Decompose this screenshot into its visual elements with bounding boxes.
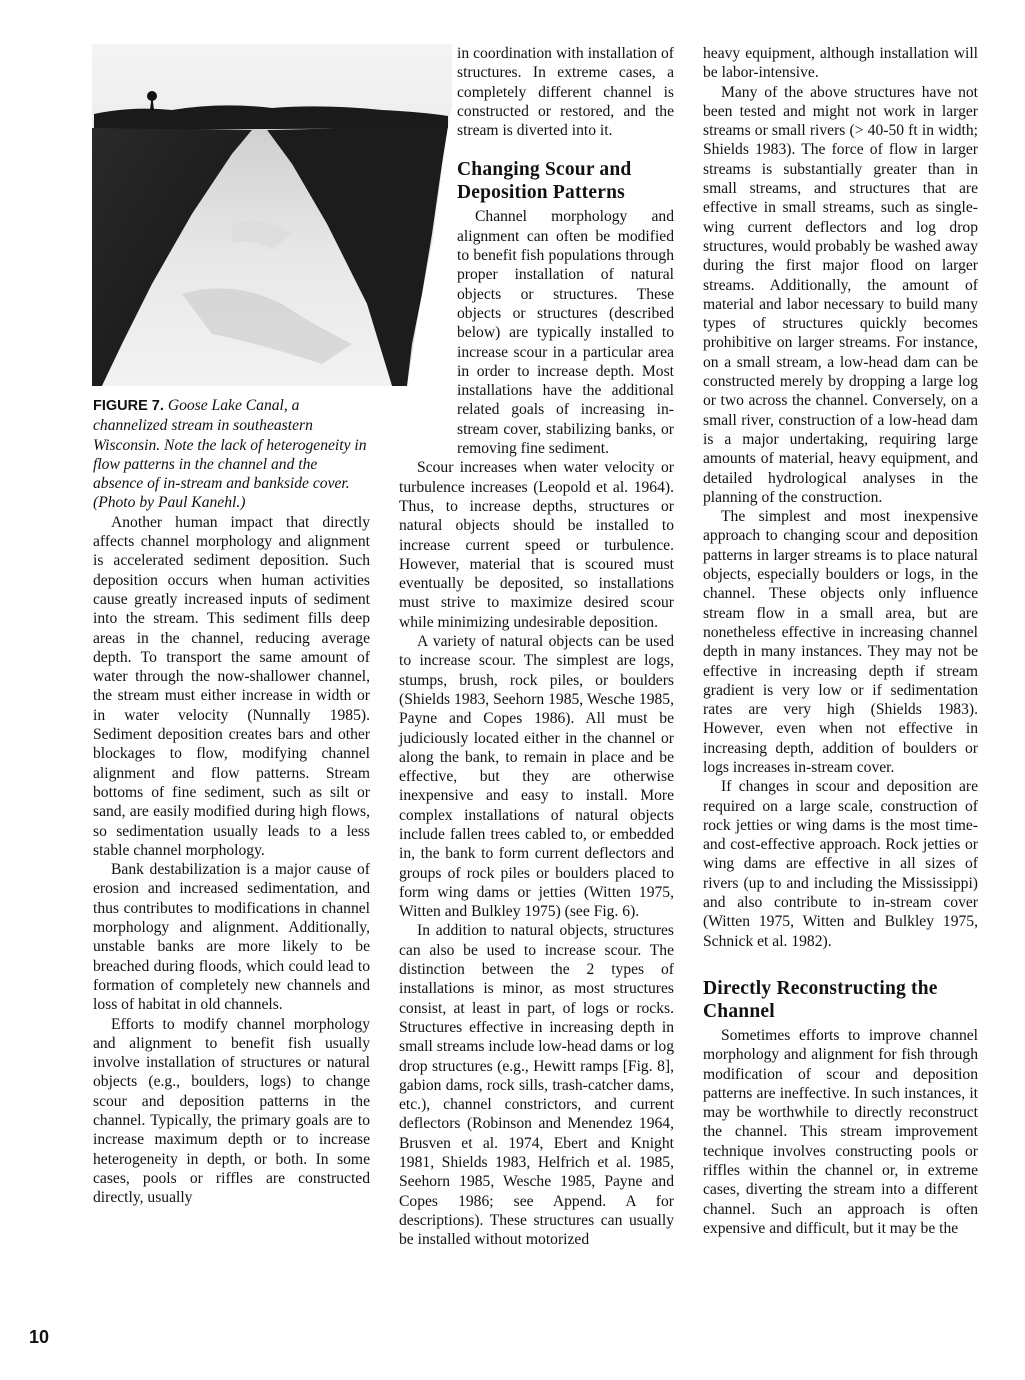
col2-paragraph-1: Channel morphology and alignment can often be modified to benefit fish populations through proper installation of natural objects or structures. These objects or structures (described below) are typically installed to increase scour in a particular area in order to increase depth. Most installations have the additional related goals of increasing in-stream cover, stabilizing banks, or removing fine sediment. — [457, 208, 674, 458]
col2-paragraph-3: A variety of natural objects can be used to increase scour. The simplest are logs, stumps, brush, rock piles, or boulders (Shields 1983, Seehorn 1985, Wesche 1985, Payne and Copes 1986). All must be judiciously located either in the channel or along the bank, to remain in place and be effective, but they are otherwise inexpensive and easy to install. More complex installations of natural objects include fallen trees cabled to, or embedded in, the bank to form current deflectors and groups of rock piles or boulders placed to form wing dams or jetties (Witten 1975, Witten and Bulkley 1975) (see Fig. 6). — [399, 633, 674, 921]
col2-paragraph-4: In addition to natural objects, structures can also be used to increase scour. The distinction between the 2 types of installations is minor, as most structures consist, at least in part, of logs or rocks. Structures effective in increasing depth in small streams include low-head dams or log drop structures (e.g., Hewitt ramps [Fig. 8], gabion dams, rock sills, trash-catcher dams, etc.), channel constrictors, and current deflectors (Robinson and Menendez 1964, Brusven et al. 1974, Ebert and Knight 1981, Shields 1983, Helfrich et al. 1985, Seehorn 1985, Wesche 1985, Payne and Copes 1986; see Append. A for descriptions). These structures can usually be installed without motorized — [399, 922, 674, 1249]
col3-paragraph-1: Many of the above structures have not been tested and might not work in larger streams or small rivers (> 40-50 ft in width; Shields 1983). The force of flow in larger streams is substantially greater than in small streams, and structures that are effective in small streams, such as single-wing current deflectors and log drop structures, would probably be washed away during the first major flood on larger streams. Additionally, the amount of material and labor necessary to build many types of structures quickly becomes prohibitive on larger streams. For instance, on a small stream, a low-head dam can be constructed merely by dropping a large log or two across the channel. Conversely, on a small river, construction of a low-head dam is a major undertaking, requiring large amounts of material, heavy equipment, and detailed hydrological analyses in the planning of the construction. — [703, 83, 978, 506]
col1-paragraph-1: Another human impact that directly affects channel morphology and alignment is accelerated sediment deposition. Such deposition occurs when human activities cause greatly increased inputs of sediment into the stream. This sediment fills deep areas in the channel, reducing average depth. To transport the same amount of water through the now-shallower channel, the stream must either increase in width or in water velocity (Nunnally 1985). Sediment deposition creates bars and other blockages to flow, modifying channel alignment and flow patterns. Stream bottoms of fine sediment, such as silt or sand, are easily modified during high flows, so sedimentation usually leads to a less stable channel morphology. — [93, 513, 370, 859]
col3-paragraph-2: The simplest and most inexpensive approach to changing scour and deposition patterns in larger streams is to place natural objects, especially boulders or logs, in the channel. These objects only influence stream flow in a small area, but are nonetheless effective in increasing channel depth in many instances. They may not be effective in increasing depth if stream gradient is very low or if sedimentation rates are very high (Shields 1983). However, even when not effective in increasing depth, addition of boulders or logs increases in-stream cover. — [703, 508, 978, 776]
col3-paragraph-4: Sometimes efforts to improve channel morphology and alignment for fish through modification of scour and deposition patterns are ineffective. In such instances, it may be worthwhile to directly reconstruct the channel. This stream improvement technique involves constructing pools or riffles within the channel or, in extreme cases, diverting the stream into a different channel. Such an approach is often expensive and difficult, but it may be the — [703, 1026, 978, 1237]
col2-indented-block — [399, 207, 674, 458]
canal-photograph — [92, 44, 452, 386]
page-number: 10 — [29, 1327, 50, 1347]
col2-paragraph-2: Scour increases when water velocity or turbulence increases (Leopold et al. 1964). Thus, to increase depths, structures or natural objects should be installed to increase current speed or turbulence. However, material that is scoured must eventually be deposited, so installations must strive to maximize desired scour while minimizing undesirable deposition. — [399, 459, 674, 631]
column-3 — [703, 44, 978, 1238]
col1-paragraph-3: Efforts to modify channel morphology and alignment to benefit fish usually involve installation of structures or natural objects (e.g., boulders, logs) to change scour and deposition patterns in the channel. Typically, the primary goals are to increase maximum depth or to increase heterogeneity in depth, or both. In some cases, pools or riffles are constructed directly, usually — [93, 1015, 370, 1207]
column-1 — [93, 396, 370, 1207]
col1-paragraph-2: Bank destabilization is a major cause of erosion and increased sedimentation, and thus contributes to modifications in channel morphology and alignment. Additionally, unstable banks are more likely to be breached during floods, which could lead to formation of completely new channels and loss of habitat in old channels. — [93, 861, 370, 1014]
figure-caption — [93, 396, 370, 513]
heading-directly-reconstructing: Directly Reconstructing the Channel — [703, 977, 938, 1022]
col3-paragraph-3: If changes in scour and deposition are required on a large scale, construction of rock jetties or wing dams is the most time- and cost-effective approach. Rock jetties or wing dams are effective in all sizes of rivers (up to and including the Mississippi) and also contribute to in-stream cover (Witten 1975, Witten and Bulkley 1975, Schnick et al. 1982). — [703, 778, 978, 950]
col3-intro: heavy equipment, although installation will be labor-intensive. — [703, 45, 978, 82]
column-2 — [399, 44, 674, 1250]
figure-caption-text: Goose Lake Canal, a channelized stream in southeastern Wisconsin. Note the lack of heterogeneity in flow patterns in the channel and the absence of in-stream and bankside cover. (Photo by Paul Kanehl.) — [93, 397, 367, 512]
col2-intro: in coordination with installation of structures. In extreme cases, a completely different channel is constructed or restored, and the stream is diverted into it. — [457, 45, 674, 140]
heading-changing-scour: Changing Scour and Deposition Patterns — [457, 159, 632, 204]
figure-label: FIGURE 7. — [93, 398, 164, 414]
